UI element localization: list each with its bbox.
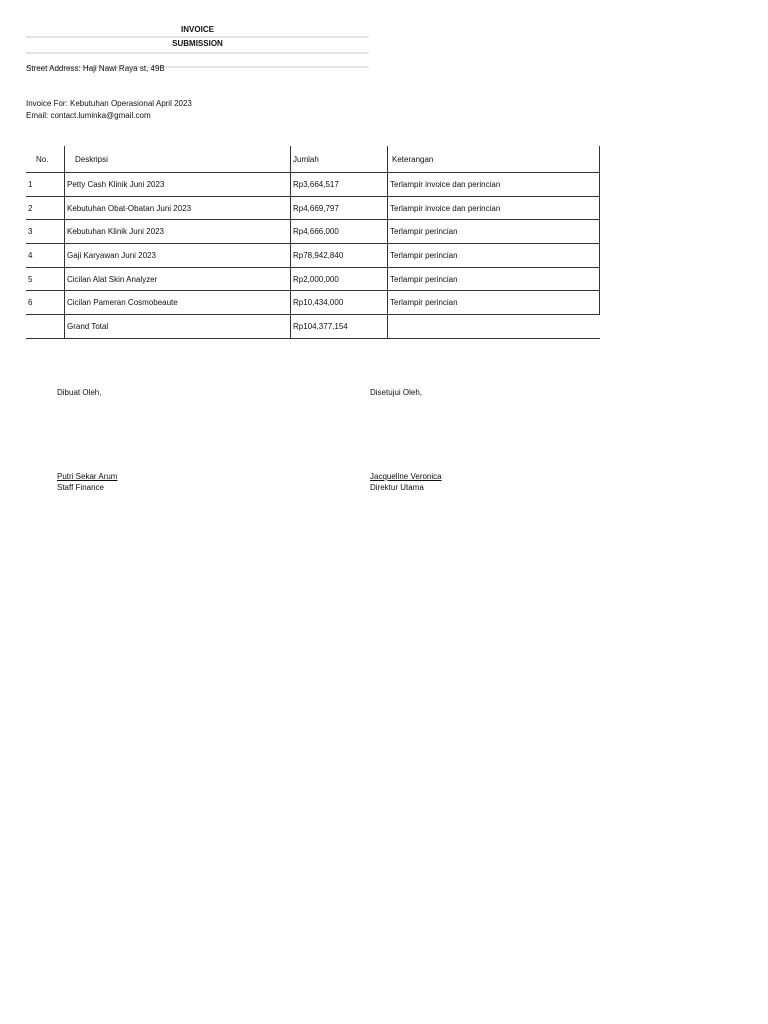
- row-note: Terlampir invoice dan perincian: [388, 196, 600, 220]
- row-amount: Rp4,666,000: [291, 220, 388, 244]
- table-row: [26, 291, 600, 315]
- approved-by-role: Direktur Utama: [370, 483, 424, 492]
- email: Email: contact.luminka@gmail.com: [26, 111, 151, 120]
- row-no: 1: [26, 173, 65, 197]
- grand-total-amount: Rp104,377,154: [291, 315, 388, 339]
- prepared-by-name: Putri Sekar Arum: [57, 472, 118, 481]
- row-desc: Kebutuhan Klinik Juni 2023: [65, 220, 291, 244]
- invoice-for: Invoice For: Kebutuhan Operasional April 2023: [26, 99, 192, 108]
- row-note: Terlampir invoice dan perincian: [388, 173, 600, 197]
- total-no-cell: [26, 315, 65, 339]
- table-header-row: [26, 146, 600, 173]
- prepared-by-role: Staff Finance: [57, 483, 104, 492]
- approved-by-caption: Disetujui Oleh,: [370, 388, 423, 397]
- row-note: Terlampir perincian: [388, 291, 600, 315]
- invoice-subtitle: SUBMISSION: [172, 39, 223, 48]
- row-desc: Kebutuhan Obat-Obatan Juni 2023: [65, 196, 291, 220]
- row-amount: Rp3,664,517: [291, 173, 388, 197]
- header-note: Keterangan: [388, 146, 600, 173]
- row-desc: Cicilan Pameran Cosmobeaute: [65, 291, 291, 315]
- invoice-title: INVOICE: [181, 25, 214, 34]
- row-amount: Rp10,434,000: [291, 291, 388, 315]
- table-row: [26, 267, 600, 291]
- street-address: Street Address: Haji Nawi Raya st, 49B: [26, 64, 165, 73]
- approved-by-name: Jacqueline Veronica: [370, 472, 442, 481]
- table-row: [26, 220, 600, 244]
- row-note: Terlampir perincian: [388, 244, 600, 268]
- row-no: 3: [26, 220, 65, 244]
- header-amount: Jumlah: [291, 146, 388, 173]
- row-amount: Rp78,942,840: [291, 244, 388, 268]
- row-desc: Gaji Karyawan Juni 2023: [65, 244, 291, 268]
- row-amount: Rp4,669,797: [291, 196, 388, 220]
- prepared-by-caption: Dibuat Oleh,: [57, 388, 102, 397]
- invoice-table: [26, 146, 600, 339]
- header-desc: Deskripsi: [65, 146, 291, 173]
- grand-total-label: Grand Total: [65, 315, 291, 339]
- row-no: 5: [26, 267, 65, 291]
- table-row: [26, 244, 600, 268]
- row-note: Terlampir perincian: [388, 267, 600, 291]
- total-note-cell: [388, 315, 600, 339]
- row-desc: Petty Cash Klinik Juni 2023: [65, 173, 291, 197]
- row-note: Terlampir perincian: [388, 220, 600, 244]
- row-amount: Rp2,000,000: [291, 267, 388, 291]
- grand-total-row: [26, 315, 600, 339]
- row-desc: Cicilan Alat Skin Analyzer: [65, 267, 291, 291]
- invoice-header: [26, 24, 369, 68]
- table-row: [26, 173, 600, 197]
- row-no: 2: [26, 196, 65, 220]
- row-no: 6: [26, 291, 65, 315]
- table-row: [26, 196, 600, 220]
- header-no: No.: [36, 154, 49, 164]
- row-no: 4: [26, 244, 65, 268]
